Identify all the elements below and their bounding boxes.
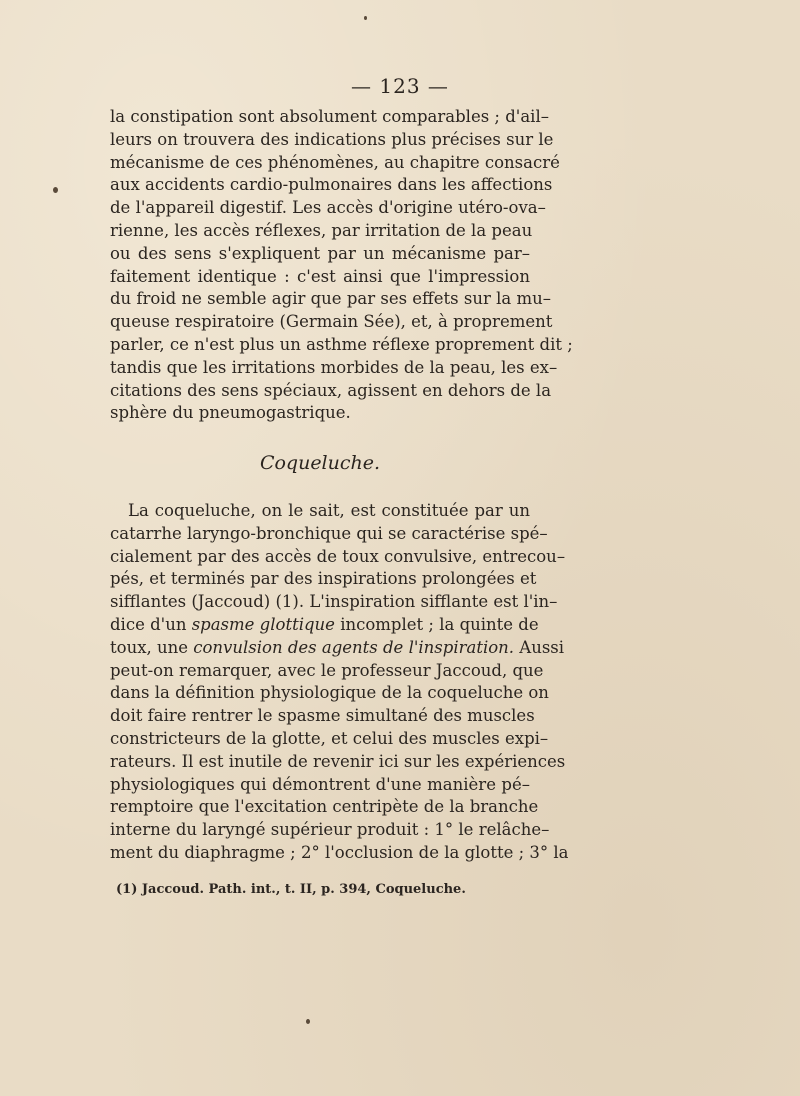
text-run: toux, une: [110, 637, 194, 657]
text-line: tandis que les irritations morbides de la peau, les ex–: [110, 357, 558, 377]
italic-term: spasme glottique: [191, 614, 335, 634]
text-line: constricteurs de la glotte, et celui des muscles expi–: [110, 728, 549, 748]
text-line: pés, et terminés par des inspirations prolongées et: [110, 569, 537, 589]
paper-speck: [364, 16, 367, 20]
text-line: queuse respiratoire (Germain Sée), et, à proprement: [110, 312, 553, 332]
text-run: dice d'un: [110, 614, 192, 634]
text-line: rienne, les accès réflexes, par irritation de la peau: [110, 220, 533, 240]
paragraph-whooping-cough: [110, 500, 569, 865]
text-line: la constipation sont absolument comparables ; d'ail–: [110, 107, 549, 126]
paper-speck: [53, 187, 58, 193]
text-line: interne du laryngé supérieur produit : 1° le relâche–: [110, 820, 550, 840]
text-line: du froid ne semble agir que par ses effets sur la mu–: [110, 289, 551, 309]
text-line: physiologiques qui démontrent d'une manière pé–: [110, 774, 530, 794]
text-line: ment du diaphragme ; 2° l'occlusion de la glotte ; 3° la: [110, 842, 569, 862]
footnote: (1) Jaccoud. Path. int., t. II, p. 394, Coqueluche.: [116, 882, 466, 897]
paper-speck: [306, 1019, 310, 1024]
text-line: peut-on remarquer, avec le professeur Jaccoud, que: [110, 660, 544, 680]
text-line: ou des sens s'expliquent par un mécanisme par–: [110, 243, 530, 263]
text-line: de l'appareil digestif. Les accès d'origine utéro-ova–: [110, 198, 546, 218]
text-line: La coqueluche, on le sait, est constituée par un: [128, 501, 530, 520]
section-heading: Coqueluche.: [259, 452, 381, 474]
text-line: [110, 614, 539, 637]
text-line: cialement par des accès de toux convulsive, entrecou–: [110, 546, 566, 566]
page-number: — 123 —: [351, 74, 449, 98]
italic-term: convulsion des agents de l'inspiration.: [193, 637, 515, 657]
text-line: doit faire rentrer le spasme simultané des muscles: [110, 706, 535, 726]
text-line: aux accidents cardio-pulmonaires dans les affections: [110, 175, 553, 195]
text-line: parler, ce n'est plus un asthme réflexe proprement dit ;: [110, 334, 573, 354]
text-line: dans la définition physiologique de la coqueluche on: [110, 683, 549, 703]
text-line: leurs on trouvera des indications plus précises sur le: [110, 129, 554, 149]
text-line: faitement identique : c'est ainsi que l'impression: [110, 266, 530, 286]
text-line: remptoire que l'excitation centripète de la branche: [110, 797, 539, 817]
text-run: Aussi: [514, 637, 565, 657]
paragraph-asthma: [110, 106, 573, 425]
text-line: catarrhe laryngo-bronchique qui se caractérise spé–: [110, 523, 548, 543]
text-run: incomplet ; la quinte de: [334, 614, 539, 634]
text-line: sifflantes (Jaccoud) (1). L'inspiration sifflante est l'in–: [110, 592, 558, 612]
text-line: mécanisme de ces phénomènes, au chapitre consacré: [110, 152, 560, 172]
text-line: sphère du pneumogastrique.: [110, 403, 351, 423]
text-line: rateurs. Il est inutile de revenir ici sur les expériences: [110, 751, 566, 771]
text-line: [110, 637, 565, 660]
text-line: citations des sens spéciaux, agissent en dehors de la: [110, 380, 552, 400]
